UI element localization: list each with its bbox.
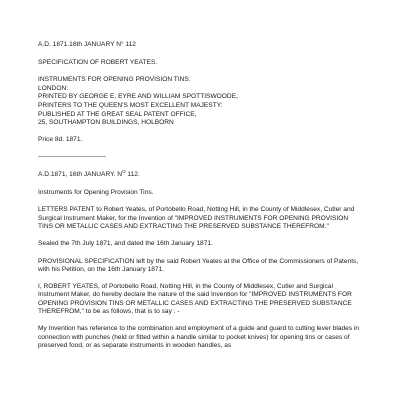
invention-paragraph — [38, 325, 378, 351]
specification-title: SPECIFICATION OF ROBERT YEATES. — [38, 58, 158, 66]
second-header-suffix: 112. — [125, 170, 140, 178]
publisher-line: PRINTERS TO THE QUEEN'S MOST EXCELLENT MAJESTY: — [38, 101, 223, 109]
divider-line: ---------------------------------- — [38, 153, 106, 161]
paragraph-text: LETTERS PATENT to Robert Yeates, of Portobello Road, Notting Hill, in the County of Middlesex, Cutler and Surgical Instrument Maker, for the Invention of "IMPROVED INSTRUMENTS FOR OPENING PROVISION TINS OR METALLIC CASES AND EXTRACTING THE PRESERVED SUBSTANCE THEREFROM." — [38, 206, 355, 231]
second-header-superscript: O — [122, 168, 126, 174]
publisher-line: LONDON: — [38, 84, 69, 92]
publisher-block — [38, 76, 378, 128]
document-header-line: A.D. 1871.16th JANUARY N° 112 — [38, 41, 136, 48]
publisher-line: INSTRUMENTS FOR OPENING PROVISION TINS. — [38, 76, 191, 84]
publisher-line: PRINTED BY GEORGE E. EYRE AND WILLIAM SPOTTISWOODE, — [38, 93, 238, 101]
publisher-line: PUBLISHED AT THE GREAT SEAL PATENT OFFICE, — [38, 110, 197, 118]
publisher-line: 25, SOUTHAMPTON BUILDINGS, HOLBORN — [38, 119, 174, 127]
price-line: Price 8d. 1871. — [38, 135, 83, 143]
second-header-line — [38, 168, 378, 180]
sealed-line: Sealed the 7th July 1871, and dated the 16th January 1871. — [38, 239, 213, 247]
paragraph-text: I, ROBERT YEATES, of Portobello Road, Notting Hill, in the County of Middlesex, Cutler and Surgical Instrument Maker, do hereby declare the nature of the said Invention for "IMPROVED INSTRUMENTS FOR OPENING PROVISION TINS OR METALLIC CASES AND EXTRACTING THE PRESERVED SUBSTANCE THEREFROM," to be as follows, that is to say : - — [38, 282, 352, 316]
document-page — [38, 41, 378, 359]
second-header-prefix: A.D.1871, 16th JANUARY. N — [38, 170, 123, 178]
letters-patent-paragraph — [38, 206, 378, 232]
paragraph-text: PROVISIONAL SPECIFICATION left by the said Robert Yeates at the Office of the Commissioners of Patents, with his Petition, on the 16th January 1871. — [38, 257, 359, 274]
subject-line: Instruments for Opening Provision Tins. — [38, 188, 154, 196]
provisional-paragraph — [38, 258, 378, 275]
declaration-paragraph — [38, 283, 378, 317]
paragraph-text: My Invention has reference to the combination and employment of a guide and guard to cutting lever blades in connection with punches (held or fitted within a handle similar to pocket knives) for opening tins or cases of preserved food, or as separate instruments in wooden handles, as — [38, 325, 360, 350]
